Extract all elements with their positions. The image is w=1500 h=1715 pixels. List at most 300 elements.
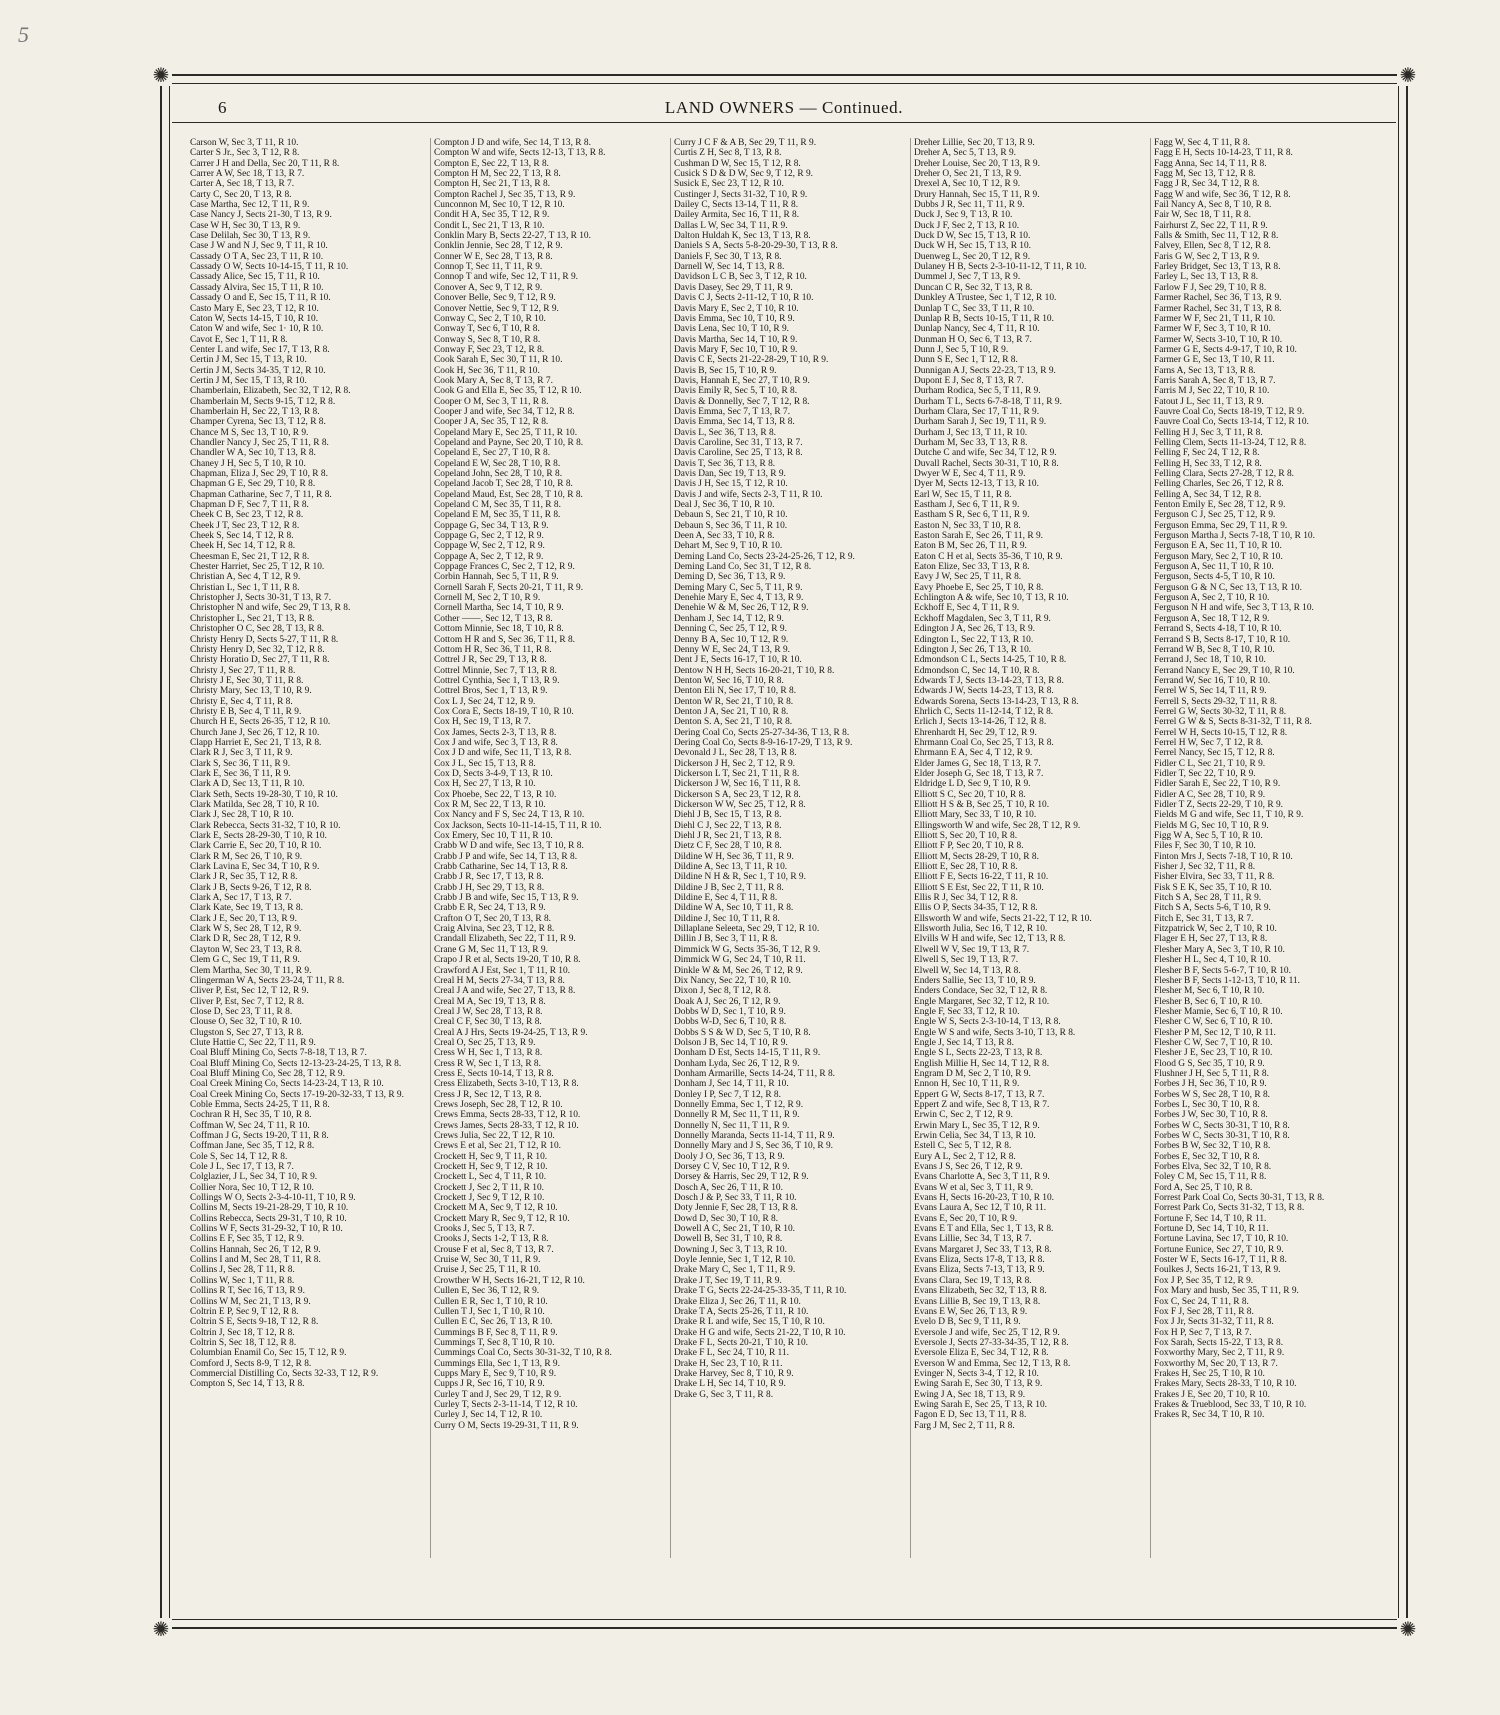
owner-entry: Creal J W, Sec 28, T 13, R 8. <box>434 1006 543 1017</box>
owner-entry: Ewing J A, Sec 18, T 13, R 9. <box>914 1389 1026 1400</box>
owner-entry: Fisher Elvira, Sec 33, T 11, R 8. <box>1154 872 1275 883</box>
owner-entry: Davis Mary F, Sec 10, T 10, R 9. <box>674 344 798 355</box>
owner-entry: Ehrlich C, Sects 11-12-14, T 12, R 8. <box>914 706 1054 717</box>
owner-entry: Eversole J, Sects 27-33-34-35, T 12, R 8. <box>914 1337 1069 1348</box>
owner-entry: Connop T, Sec 11, T 11, R 9. <box>434 262 543 273</box>
owner-entry: Crapo J R et al, Sects 19-20, T 10, R 8. <box>434 955 581 966</box>
owner-entry: Fidler T Z, Sects 22-29, T 10, R 9. <box>1154 800 1283 810</box>
owner-entry: Carter S Jr., Sec 3, T 12, R 8. <box>190 148 300 159</box>
owner-entry: Susick E, Sec 23, T 12, R 10. <box>674 179 784 190</box>
owner-entry: Cole J L, Sec 17, T 13, R 7. <box>190 1162 294 1173</box>
owner-entry: Crabb J H, Sec 29, T 13, R 8. <box>434 882 545 893</box>
owner-entry: Creal O, Sec 25, T 13, R 9. <box>434 1037 536 1048</box>
owner-entry: Deen A, Sec 33, T 10, R 8. <box>674 531 775 542</box>
owner-entry: Elliott E, Sec 28, T 10, R 8. <box>914 862 1018 873</box>
owner-entry: Davis Caroline, Sec 25, T 13, R 8. <box>674 448 803 459</box>
owner-entry: Ferrand W, Sec 16, T 10, R 10. <box>1154 675 1271 686</box>
owner-entry: Chapman G E, Sec 29, T 10, R 8. <box>190 479 316 490</box>
owner-entry: Fortune Eunice, Sec 27, T 10, R 9. <box>1154 1244 1284 1255</box>
owner-entry: Fox C, Sec 24, T 11, R 8. <box>1154 1296 1249 1307</box>
owner-entry: Cox H, Sec 27, T 13, R 10. <box>434 779 536 790</box>
owner-entry: Creal H M, Sects 27-34, T 13, R 8. <box>434 975 565 986</box>
owner-entry: Donnelly R M, Sec 11, T 11, R 9. <box>674 1110 800 1121</box>
owner-entry: Edwards T J, Sects 13-14-23, T 13, R 8. <box>914 675 1064 686</box>
owner-entry: Ferrand J, Sec 18, T 10, R 10. <box>1154 655 1266 666</box>
owner-entry: Cooper O M, Sec 3, T 11, R 8. <box>434 396 549 407</box>
owner-entry: Fauvre Coal Co, Sects 18-19, T 12, R 9. <box>1154 406 1305 417</box>
owner-entry: Cassady O T A, Sec 23, T 11, R 10. <box>190 251 324 262</box>
owner-entry: Fitch E, Sec 31, T 13, R 7. <box>1154 913 1254 924</box>
owner-entry: Fagg E H, Sects 10-14-23, T 11, R 8. <box>1154 148 1293 159</box>
owner-entry: Cottom H R and S, Sec 36, T 11, R 8. <box>434 634 575 645</box>
owner-entry: Frakes R, Sec 34, T 10, R 10. <box>1154 1410 1265 1421</box>
owner-entry: Evans Charlotte A, Sec 3, T 11, R 9. <box>914 1172 1050 1183</box>
owner-entry: Dulaney H B, Sects 2-3-10-11-12, T 11, R 10. <box>914 262 1087 273</box>
owner-entry: Forbes W C, Sects 30-31, T 10, R 8. <box>1154 1120 1290 1131</box>
owner-entry: Duck J F, Sec 2, T 13, R 10. <box>914 220 1020 231</box>
owner-entry: Comford J, Sects 8-9, T 12, R 8. <box>190 1358 312 1369</box>
owner-entry: Drake H, Sec 23, T 10, R 11. <box>674 1358 783 1369</box>
owner-entry: Cottrel Minnie, Sec 7, T 13, R 8. <box>434 665 557 676</box>
owner-entry: Clark J, Sec 28, T 10, R 10. <box>190 810 294 821</box>
owner-entry: Drake Harvey, Sec 8, T 10, R 9. <box>674 1368 794 1379</box>
owner-entry: Condit H A, Sec 35, T 12, R 9. <box>434 210 550 221</box>
owner-entry: Elliott F E, Sects 16-22, T 11, R 10. <box>914 872 1049 883</box>
owner-entry: Davis L, Sec 36, T 13, R 8. <box>674 427 776 438</box>
owner-entry: Creal C F, Sec 30, T 13, R 8. <box>434 1017 542 1028</box>
owner-entry: Darnell W, Sec 14, T 13, R 8. <box>674 262 785 273</box>
owner-entry: Conover Belle, Sec 9, T 12, R 9. <box>434 293 556 304</box>
owner-entry: Dildine J B, Sec 2, T 11, R 8. <box>674 882 784 893</box>
owner-entry: Donham D Est, Sects 14-15, T 11, R 9. <box>674 1048 821 1059</box>
owner-entry: Ehrmann Coal Co, Sec 25, T 13, R 8. <box>914 737 1054 748</box>
owner-entry: Cochran R H, Sec 35, T 10, R 8. <box>190 1110 312 1121</box>
owner-entry: Deal J, Sec 36, T 10, R 10. <box>674 500 775 511</box>
corner-ornament-icon: ✺ <box>150 64 172 86</box>
owner-entry: Case W H, Sec 30, T 13, R 9. <box>190 220 301 231</box>
owner-entry: Felling A, Sec 34, T 12, R 8. <box>1154 489 1262 500</box>
owner-entry: Christy Mary, Sec 13, T 10, R 9. <box>190 686 312 697</box>
owner-entry: Case Martha, Sec 12, T 11, R 9. <box>190 200 310 211</box>
owner-entry: Dummel J, Sec 7, T 13, R 9. <box>914 272 1021 283</box>
owner-entry: Cheek S, Sec 14, T 12, R 8. <box>190 531 294 542</box>
owner-entry: Coppage G, Sec 2, T 12, R 9. <box>434 531 544 542</box>
owner-entry: Elwell W, Sec 14, T 13, R 8. <box>914 965 1021 976</box>
owner-entry: Falls & Smith, Sec 11, T 12, R 8. <box>1154 231 1279 242</box>
owner-entry: Denning C, Sec 25, T 12, R 9. <box>674 624 787 635</box>
owner-entry: Clark Seth, Sects 19-28-30, T 10, R 10. <box>190 789 338 800</box>
page-header <box>172 96 1396 123</box>
owner-entry: Crooks J, Sects 1-2, T 13, R 8. <box>434 1234 549 1245</box>
owner-entry: Cox Emery, Sec 10, T 11, R 10. <box>434 831 553 842</box>
owner-entry: Collins I and M, Sec 28, T 11, R 8. <box>190 1255 321 1266</box>
owner-entry: Copeland John, Sec 28, T 10, R 8. <box>434 469 563 479</box>
owner-entry: Ferrand Nancy E, Sec 29, T 10, R 10. <box>1154 665 1295 676</box>
owner-entry: Felling Clem, Sects 11-13-24, T 12, R 8. <box>1154 437 1307 448</box>
owner-entry: Curley J, Sec 14, T 12, R 10. <box>434 1410 543 1421</box>
owner-entry: Caton W, Sects 14-15, T 10, R 10. <box>190 313 319 324</box>
owner-entry: Cullen T J, Sec 1, T 10, R 10. <box>434 1306 545 1317</box>
owner-entry: Collins W M, Sec 21, T 13, R 9. <box>190 1296 311 1307</box>
owner-entry: Elvills W H and wife, Sec 12, T 13, R 8. <box>914 934 1066 945</box>
column-2 <box>430 138 670 1558</box>
owner-entry: Clark R M, Sec 26, T 10, R 9. <box>190 851 303 862</box>
owner-entry: Flesher Mary A, Sec 3, T 10, R 10. <box>1154 944 1285 955</box>
owner-entry: Ellis R J, Sec 34, T 12, R 8. <box>914 893 1018 904</box>
owner-entry: Elliott H S & B, Sec 25, T 10, R 10. <box>914 800 1050 810</box>
owner-entry: Fitch S A, Sec 28, T 11, R 9. <box>1154 893 1262 904</box>
owner-entry: Elwell W V, Sec 19, T 13, R 7. <box>914 944 1030 955</box>
owner-entry: Forbes W S, Sec 28, T 10, R 8. <box>1154 1089 1270 1100</box>
owner-entry: Cox D, Sects 3-4-9, T 13, R 10. <box>434 768 553 779</box>
owner-entry: Cavot E, Sec 1, T 11, R 8. <box>190 334 288 345</box>
owner-entry: Fitch S A, Sects 5-6, T 10, R 9. <box>1154 903 1271 914</box>
owner-entry: Eversole J and wife, Sec 25, T 12, R 9. <box>914 1327 1060 1338</box>
owner-entry: Denton Eli N, Sec 17, T 10, R 8. <box>674 686 797 697</box>
owner-entry: Fisk S E K, Sec 35, T 10, R 10. <box>1154 882 1272 893</box>
owner-entry: Dix Nancy, Sec 22, T 10, R 10. <box>674 975 792 986</box>
owner-entry: Ford A, Sec 25, T 10, R 8. <box>1154 1182 1253 1193</box>
owner-entry: Collins Rebecca, Sects 29-31, T 10, R 10. <box>190 1213 347 1224</box>
owner-entry: Coltrin J, Sec 18, T 12, R 8. <box>190 1327 295 1338</box>
owner-entry: Eaton B M, Sec 26, T 11, R 9. <box>914 541 1027 552</box>
owner-entry: Dosch A, Sec 26, T 11, R 10. <box>674 1182 783 1193</box>
owner-entry: Fidler Sarah E, Sec 22, T 10, R 9. <box>1154 779 1281 790</box>
owner-entry: Christy E B, Sec 4, T 11, R 9. <box>190 706 302 717</box>
owner-entry: Cassady O and E, Sec 15, T 11, R 10. <box>190 293 331 304</box>
owner-entry: Dooly J O, Sec 36, T 13, R 9. <box>674 1151 785 1162</box>
owner-entry: Edington L, Sec 22, T 13, R 10. <box>914 634 1034 645</box>
owner-entry: Foster W E, Sects 16-17, T 11, R 8. <box>1154 1255 1287 1266</box>
owner-entry: Fox J P, Sec 35, T 12, R 9. <box>1154 1275 1254 1286</box>
owner-entry: Evans Lillie B, Sec 19, T 13, R 8. <box>914 1296 1041 1307</box>
owner-entry: Ferguson E A, Sec 11, T 10, R 10. <box>1154 541 1282 552</box>
owner-entry: Denton S. A, Sec 21, T 10, R 8. <box>674 717 793 728</box>
owner-entry: Dixon J, Sec 8, T 12, R 8. <box>674 986 771 997</box>
owner-entry: Flushner J H, Sec 5, T 11, R 8. <box>1154 1068 1269 1079</box>
owner-entry: Clark J R, Sec 35, T 12, R 8. <box>190 872 298 883</box>
owner-entry: Cook Sarah E, Sec 30, T 11, R 10. <box>434 355 563 366</box>
owner-entry: Coppage A, Sec 2, T 12, R 9. <box>434 551 544 562</box>
owner-entry: Eastham S R, Sec 6, T 11, R 9. <box>914 510 1030 521</box>
owner-entry: Dutche C and wife, Sec 34, T 12, R 9. <box>914 448 1057 459</box>
owner-entry: Carter A, Sec 18, T 13, R 7. <box>190 179 295 190</box>
owner-entry: Debaun S, Sec 21, T 10, R 10. <box>674 510 788 521</box>
owner-entry: Compton S, Sec 14, T 13, R 8. <box>190 1379 305 1390</box>
owner-entry: Frakes & Trueblood, Sec 33, T 10, R 10. <box>1154 1399 1307 1410</box>
owner-entry: Dyer M, Sects 12-13, T 13, R 10. <box>914 479 1039 490</box>
owner-entry: Fitzpatrick W, Sec 2, T 10, R 10. <box>1154 924 1277 935</box>
owner-entry: Dobbs W D, Sec 1, T 10, R 9. <box>674 1006 786 1017</box>
owner-entry: Clark R J, Sec 3, T 11, R 9. <box>190 748 293 759</box>
owner-entry: Durham T L, Sects 6-7-8-18, T 11, R 9. <box>914 396 1062 407</box>
owner-entry: Ferrand S B, Sects 8-17, T 10, R 10. <box>1154 634 1291 645</box>
owner-entry: Ferguson Emma, Sec 29, T 11, R 9. <box>1154 520 1288 531</box>
owner-entry: Cottom H R, Sec 36, T 11, R 8. <box>434 644 552 655</box>
owner-entry: Dunlap Nancy, Sec 4, T 11, R 10. <box>914 324 1040 335</box>
owner-entry: Doty Jennie F, Sec 28, T 13, R 8. <box>674 1203 798 1214</box>
owner-entry: Farlow F J, Sec 29, T 10, R 8. <box>1154 282 1267 293</box>
owner-entry: Elliott Mary, Sec 33, T 10, R 10. <box>914 810 1037 821</box>
owner-entry: Copeland Jacob T, Sec 28, T 10, R 8. <box>434 479 573 490</box>
owner-entry: Coal Bluff Mining Co, Sec 28, T 12, R 9. <box>190 1068 345 1079</box>
owner-entry: Flesher P M, Sec 12, T 10, R 11. <box>1154 1027 1276 1038</box>
owner-entry: Crockett H, Sec 9, T 12, R 10. <box>434 1162 548 1173</box>
owner-entry: Estell C, Sec 5, T 12, R 8. <box>914 1141 1012 1152</box>
owner-entry: Certin J M, Sec 15, T 13, R 10. <box>190 375 307 386</box>
owner-entry: Deming D, Sec 36, T 13, R 9. <box>674 572 786 583</box>
owner-entry: Edington J A, Sec 26, T 13, R 9. <box>914 624 1036 635</box>
owner-entry: Cole S, Sec 14, T 12, R 8. <box>190 1151 288 1162</box>
owner-entry: Devonald J L, Sec 28, T 13, R 8. <box>674 748 797 759</box>
owner-entry: Farmer W F, Sec 21, T 11, R 10. <box>1154 313 1276 324</box>
owner-entry: Frakes H, Sec 25, T 10, R 10. <box>1154 1368 1265 1379</box>
owner-entry: Edington J, Sec 26, T 13, R 10. <box>914 644 1032 655</box>
owner-entry: Duncan C R, Sec 32, T 13, R 8. <box>914 282 1033 293</box>
owner-entry: Forrest Park Coal Co, Sects 30-31, T 13, R 8. <box>1154 1193 1325 1204</box>
owner-entry: Duck D W, Sec 15, T 13, R 10. <box>914 231 1031 242</box>
owner-entry: Compton W and wife, Sects 12-13, T 13, R 8. <box>434 148 606 159</box>
owner-entry: Corbin Hannah, Sec 5, T 11, R 9. <box>434 572 559 583</box>
owner-entry: Felling F, Sec 24, T 12, R 8. <box>1154 448 1260 459</box>
owner-entry: Fidler A C, Sec 28, T 10, R 9. <box>1154 789 1266 800</box>
owner-entry: Ennon H, Sec 10, T 11, R 9. <box>914 1079 1020 1090</box>
owner-entry: Dailey Armita, Sec 16, T 11, R 8. <box>674 210 800 221</box>
owner-entry: Dickerson W W, Sec 25, T 12, R 8. <box>674 800 806 810</box>
column-5 <box>1150 138 1390 1558</box>
owner-entry: Cook Mary A, Sec 8, T 13, R 7. <box>434 375 553 386</box>
owner-entry: Dickerson L T, Sec 21, T 11, R 8. <box>674 768 800 779</box>
owner-entry: Cook H, Sec 36, T 11, R 10. <box>434 365 540 376</box>
owner-entry: Farris M J, Sec 22, T 10, R 10. <box>1154 386 1270 397</box>
owner-entry: Cox J L, Sec 15, T 13, R 8. <box>434 758 536 769</box>
owner-entry: Close D, Sec 23, T 11, R 8. <box>190 1006 293 1017</box>
owner-entry: Compton H, Sec 21, T 13, R 8. <box>434 179 551 190</box>
owner-entry: Evinger N, Sects 3-4, T 12, R 10. <box>914 1368 1039 1379</box>
owner-entry: Creal J A and wife, Sec 27, T 13, R 8. <box>434 986 576 997</box>
owner-entry: Erwin C, Sec 2, T 12, R 9. <box>914 1110 1013 1121</box>
owner-entry: Everson W and Emma, Sec 12, T 13, R 8. <box>914 1358 1071 1369</box>
owner-entry: Dowell A C, Sec 21, T 10, R 10. <box>674 1224 796 1235</box>
column-3 <box>670 138 910 1558</box>
owner-entry: Felling Clara, Sects 27-28, T 12, R 8. <box>1154 469 1295 479</box>
owner-entry: Eavy J W, Sec 25, T 11, R 8. <box>914 572 1022 583</box>
owner-entry: Crews E et al, Sec 21, T 12, R 10. <box>434 1141 561 1152</box>
owner-entry: Collins M, Sects 19-21-28-29, T 10, R 10. <box>190 1203 349 1214</box>
owner-entry: Davis Dan, Sec 19, T 13, R 9. <box>674 469 786 479</box>
owner-entry: Cunconnon M, Sec 10, T 12, R 10. <box>434 200 565 211</box>
owner-entry: Ferrel Nancy, Sec 15, T 12, R 8. <box>1154 748 1275 759</box>
owner-entry: Ferrel H W, Sec 7, T 12, R 8. <box>1154 737 1264 748</box>
owner-entry: Colglazier, J L, Sec 34, T 10, R 9. <box>190 1172 318 1183</box>
owner-entry: Cox Phoebe, Sec 22, T 13, R 10. <box>434 789 557 800</box>
owner-entry: Case Delilah, Sec 30, T 13, R 9. <box>190 231 311 242</box>
owner-entry: Duck W H, Sec 15, T 13, R 10. <box>914 241 1032 252</box>
owner-entry: Cottrel J R, Sec 29, T 13, R 8. <box>434 655 547 666</box>
owner-entry: Fairhurst Z, Sec 22, T 11, R 9. <box>1154 220 1268 231</box>
owner-entry: Champer Cyrena, Sec 13, T 12, R 8. <box>190 417 326 428</box>
owner-entry: Drake J T, Sec 19, T 11, R 9. <box>674 1275 782 1286</box>
owner-entry: Cummings Ella, Sec 1, T 13, R 9. <box>434 1358 560 1369</box>
owner-entry: Donley I P, Sec 7, T 12, R 8. <box>674 1089 781 1100</box>
owner-entry: Crockett Mary R, Sec 9, T 12, R 10. <box>434 1213 570 1224</box>
owner-entry: Dinkle W & M, Sec 26, T 12, R 9. <box>674 965 803 976</box>
owner-entry: Flesher B F, Sects 1-12-13, T 10, R 11. <box>1154 975 1300 986</box>
owner-entry: Cummings T, Sec 8, T 10, R 10. <box>434 1337 555 1348</box>
owner-entry: Flood G S, Sec 35, T 10, R 9. <box>1154 1058 1265 1069</box>
owner-entry: Clark W S, Sec 28, T 12, R 9. <box>190 924 302 935</box>
owner-entry: Case J W and N J, Sec 9, T 11, R 10. <box>190 241 328 252</box>
owner-entry: Clark Kate, Sec 19, T 13, R 8. <box>190 903 303 914</box>
owner-entry: Chandler Nancy J, Sec 25, T 11, R 8. <box>190 437 329 448</box>
owner-entry: Foxworthy Mary, Sec 2, T 11, R 9. <box>1154 1348 1285 1359</box>
owner-entry: Copeland E, Sec 27, T 10, R 8. <box>434 448 551 459</box>
owner-entry: Drury Hannah, Sec 15, T 11, R 9. <box>914 189 1040 200</box>
owner-entry: Denton J A, Sec 21, T 10, R 8. <box>674 706 789 717</box>
owner-entry: Cottrel Cynthia, Sec 1, T 13, R 9. <box>434 675 560 686</box>
owner-entry: Crockett J, Sec 2, T 11, R 10. <box>434 1182 544 1193</box>
owner-entry: Durham M, Sec 33, T 13, R 8. <box>914 437 1028 448</box>
owner-entry: Foulkes J, Sects 16-21, T 13, R 9. <box>1154 1265 1281 1276</box>
owner-entry: Dwyer W E, Sec 4, T 11, R 9. <box>914 469 1026 479</box>
owner-entry: Chamberlain M, Sects 9-15, T 12, R 8. <box>190 396 336 407</box>
owner-entry: Ellsworth W and wife, Sects 21-22, T 12, R 10. <box>914 913 1092 924</box>
owner-entry: Christian A, Sec 4, T 12, R 9. <box>190 572 301 583</box>
owner-entry: Crabb J R, Sec 17, T 13, R 8. <box>434 872 544 883</box>
owner-entry: Fox Mary and husb, Sec 35, T 11, R 9. <box>1154 1286 1299 1297</box>
owner-entry: Fagg Anna, Sec 14, T 11, R 8. <box>1154 158 1267 169</box>
owner-entry: Davis Emma, Sec 7, T 13, R 7. <box>674 406 791 417</box>
owner-entry: Conklin Mary B, Sects 22-27, T 13, R 10. <box>434 231 591 242</box>
owner-entry: Dobbs W-D, Sec 6, T 10, R 8. <box>674 1017 787 1028</box>
owner-entry: Chester Harriet, Sec 25, T 12, R 10. <box>190 562 325 573</box>
owner-entry: Compton J D and wife, Sec 14, T 13, R 8. <box>434 138 591 148</box>
owner-entry: Frakes J E, Sec 20, T 10, R 10. <box>1154 1389 1270 1400</box>
owner-entry: Clark Matilda, Sec 28, T 10, R 10. <box>190 800 320 810</box>
owner-entry: Diehl J B, Sec 15, T 13, R 8. <box>674 810 782 821</box>
owner-entry: Dildine W H, Sec 36, T 11, R 9. <box>674 851 794 862</box>
owner-entry: Ferguson A, Sec 18, T 12, R 9. <box>1154 613 1270 624</box>
owner-entry: Eaton C H et al, Sects 35-36, T 10, R 9. <box>914 551 1063 562</box>
owner-entry: Downing J, Sec 3, T 13, R 10. <box>674 1244 787 1255</box>
owner-entry: Carson W, Sec 3, T 11, R 10. <box>190 138 299 148</box>
owner-entry: Dowd D, Sec 30, T 10, R 8. <box>674 1213 779 1224</box>
owner-entry: Fidler T, Sec 22, T 10, R 9. <box>1154 768 1256 779</box>
owner-entry: Christy J, Sec 27, T 11, R 8. <box>190 665 296 676</box>
owner-entry: Drake H G and wife, Sects 21-22, T 10, R 10. <box>674 1327 846 1338</box>
owner-entry: Craig Alvina, Sec 23, T 12, R 8. <box>434 924 555 935</box>
owner-entry: Clark D R, Sec 28, T 12, R 9. <box>190 934 301 945</box>
owner-entry: Forbes Elva, Sec 32, T 10, R 8. <box>1154 1162 1272 1173</box>
owner-entry: Durham Rodica, Sec 5, T 11, R 9. <box>914 386 1041 397</box>
owner-entry: Connop T and wife, Sec 12, T 11, R 9. <box>434 272 579 283</box>
owner-entry: Coble Emma, Sects 24-25, T 11, R 8. <box>190 1099 330 1110</box>
owner-entry: Donham Lyda, Sec 26, T 12, R 9. <box>674 1058 800 1069</box>
owner-entry: Chapman, Eliza J, Sec 29, T 10, R 8. <box>190 469 328 479</box>
owner-entry: Crandall Elizabeth, Sec 22, T 11, R 9. <box>434 934 576 945</box>
owner-entry: Drake F L, Sec 24, T 10, R 11. <box>674 1348 789 1359</box>
owner-entry: Cress E, Sects 10-14, T 13, R 8. <box>434 1068 554 1079</box>
owner-entry: Collings W O, Sects 2-3-4-10-11, T 10, R 9. <box>190 1193 356 1204</box>
owner-entry: Dillin J B, Sec 3, T 11, R 8. <box>674 934 778 945</box>
owner-entry: Cox Nancy and F S, Sec 24, T 13, R 10. <box>434 810 585 821</box>
owner-entry: Fortune Lavina, Sec 17, T 10, R 10. <box>1154 1234 1289 1245</box>
owner-entry: Ferrel W H, Sects 10-15, T 12, R 8. <box>1154 727 1288 738</box>
owner-entry: Cornell M, Sec 2, T 10, R 9. <box>434 593 541 604</box>
owner-entry: Cook G and Ella E, Sec 35, T 12, R 10. <box>434 386 582 397</box>
owner-entry: Cheesman E, Sec 21, T 12, R 8. <box>190 551 310 562</box>
owner-entry: Creal M A, Sec 19, T 13, R 8. <box>434 996 546 1007</box>
owner-entry: Daniels S A, Sects 5-8-20-29-30, T 13, R 8. <box>674 241 838 252</box>
owner-entry: Christy Horatio D, Sec 27, T 11, R 8. <box>190 655 330 666</box>
owner-entry: Donnelly N, Sec 11, T 11, R 9. <box>674 1120 790 1131</box>
owner-entry: Ehrmann E A, Sec 4, T 12, R 9. <box>914 748 1033 759</box>
owner-entry: Echlington A & wife, Sec 10, T 13, R 10. <box>914 593 1069 604</box>
owner-entry: Evans Clara, Sec 19, T 13, R 8. <box>914 1275 1032 1286</box>
owner-entry: Eckhoff Magdalen, Sec 3, T 11, R 9. <box>914 613 1051 624</box>
owner-entry: Davis Emma, Sec 14, T 13, R 8. <box>674 417 795 428</box>
owner-entry: Diehl J R, Sec 21, T 13, R 8. <box>674 831 782 842</box>
owner-entry: Ferguson, Sects 4-5, T 10, R 10. <box>1154 572 1275 583</box>
owner-entry: Evans J S, Sec 26, T 12, R 9. <box>914 1162 1023 1173</box>
owner-entry: Dunlap T C, Sec 33, T 11, R 10. <box>914 303 1035 314</box>
owner-entry: Drake R L and wife, Sec 15, T 10, R 10. <box>674 1317 825 1328</box>
owner-entry: Elliott F P, Sec 20, T 10, R 8. <box>914 841 1024 852</box>
owner-entry: Clapp Harriet E, Sec 21, T 13, R 8. <box>190 737 322 748</box>
owner-entry: Conway F, Sec 23, T 12, R 8. <box>434 344 545 355</box>
owner-entry: Davis Lena, Sec 10, T 10, R 9. <box>674 324 790 335</box>
owner-entry: Flesher Mamie, Sec 6, T 10, R 10. <box>1154 1006 1283 1017</box>
owner-entry: Compton H M, Sec 22, T 13, R 8. <box>434 169 561 180</box>
owner-entry: Dreher O, Sec 21, T 13, R 9. <box>914 169 1022 180</box>
owner-entry: Crabb Catharine, Sec 14, T 13, R 8. <box>434 862 568 873</box>
column-4 <box>910 138 1150 1558</box>
owner-entry: Clark E, Sec 36, T 11, R 9. <box>190 768 291 779</box>
owner-entry: Durham Sarah J, Sec 19, T 11, R 9. <box>914 417 1047 428</box>
owner-entry: Chandler W A, Sec 10, T 13, R 8. <box>190 448 316 459</box>
owner-entry: Drake Eliza J, Sec 26, T 11, R 10. <box>674 1296 801 1307</box>
owner-entry: Conover A, Sec 9, T 12, R 9. <box>434 282 543 293</box>
owner-entry: Earl W, Sec 15, T 11, R 8. <box>914 489 1012 500</box>
owner-entry: Ellsworth Julia, Sec 16, T 12, R 10. <box>914 924 1048 935</box>
owner-entry: Fenton Emily E, Sec 28, T 12, R 9. <box>1154 500 1286 511</box>
owner-entry: Collier Nora, Sec 10, T 12, R 10. <box>190 1182 314 1193</box>
owner-entry: Crabb E R, Sec 24, T 13, R 9. <box>434 903 546 914</box>
owner-entry: Farmer W F, Sec 3, T 10, R 10. <box>1154 324 1271 335</box>
owner-entry: Duenweg L, Sec 20, T 12, R 9. <box>914 251 1031 262</box>
owner-entry: Coppage G, Sec 34, T 13, R 9. <box>434 520 549 531</box>
owner-entry: Christopher N and wife, Sec 29, T 13, R 8. <box>190 603 351 614</box>
owner-entry: Dobbs S S & W D, Sec 5, T 10, R 8. <box>674 1027 811 1038</box>
owner-entry: Dickerson J W, Sec 16, T 11, R 8. <box>674 779 801 790</box>
owner-entry: Donham J, Sec 14, T 11, R 10. <box>674 1079 789 1090</box>
owner-entry: Dimmick W G, Sects 35-36, T 12, R 9. <box>674 944 821 955</box>
owner-entry: Duvall Rachel, Sects 30-31, T 10, R 8. <box>914 458 1059 469</box>
owner-entry: Evans E W, Sec 26, T 13, R 9. <box>914 1306 1028 1317</box>
owner-entry: Evans E T and Ella, Sec 1, T 13, R 8. <box>914 1224 1054 1235</box>
owner-entry: Dering Coal Co, Sects 25-27-34-36, T 13, R 8. <box>674 727 850 738</box>
owner-entry: Cottom Minnie, Sec 18, T 10, R 8. <box>434 624 564 635</box>
owner-entry: Edwards J W, Sects 14-23, T 13, R 8. <box>914 686 1054 697</box>
owner-entry: Commercial Distilling Co, Sects 32-33, T 12, R 9. <box>190 1368 379 1379</box>
owner-entry: Curry O M, Sects 19-29-31, T 11, R 9. <box>434 1420 579 1431</box>
owner-entry: Cress J R, Sec 12, T 13, R 8. <box>434 1089 542 1100</box>
owner-entry: Cress Elizabeth, Sects 3-10, T 13, R 8. <box>434 1079 579 1090</box>
owner-entry: Diehl C J, Sec 22, T 13, R 8. <box>674 820 782 831</box>
owner-entry: Dowell B, Sec 31, T 10, R 8. <box>674 1234 783 1245</box>
owner-entry: Dorsey C V, Sec 10, T 12, R 9. <box>674 1162 790 1173</box>
owner-entry: Cother ——, Sec 12, T 13, R 8. <box>434 613 553 624</box>
